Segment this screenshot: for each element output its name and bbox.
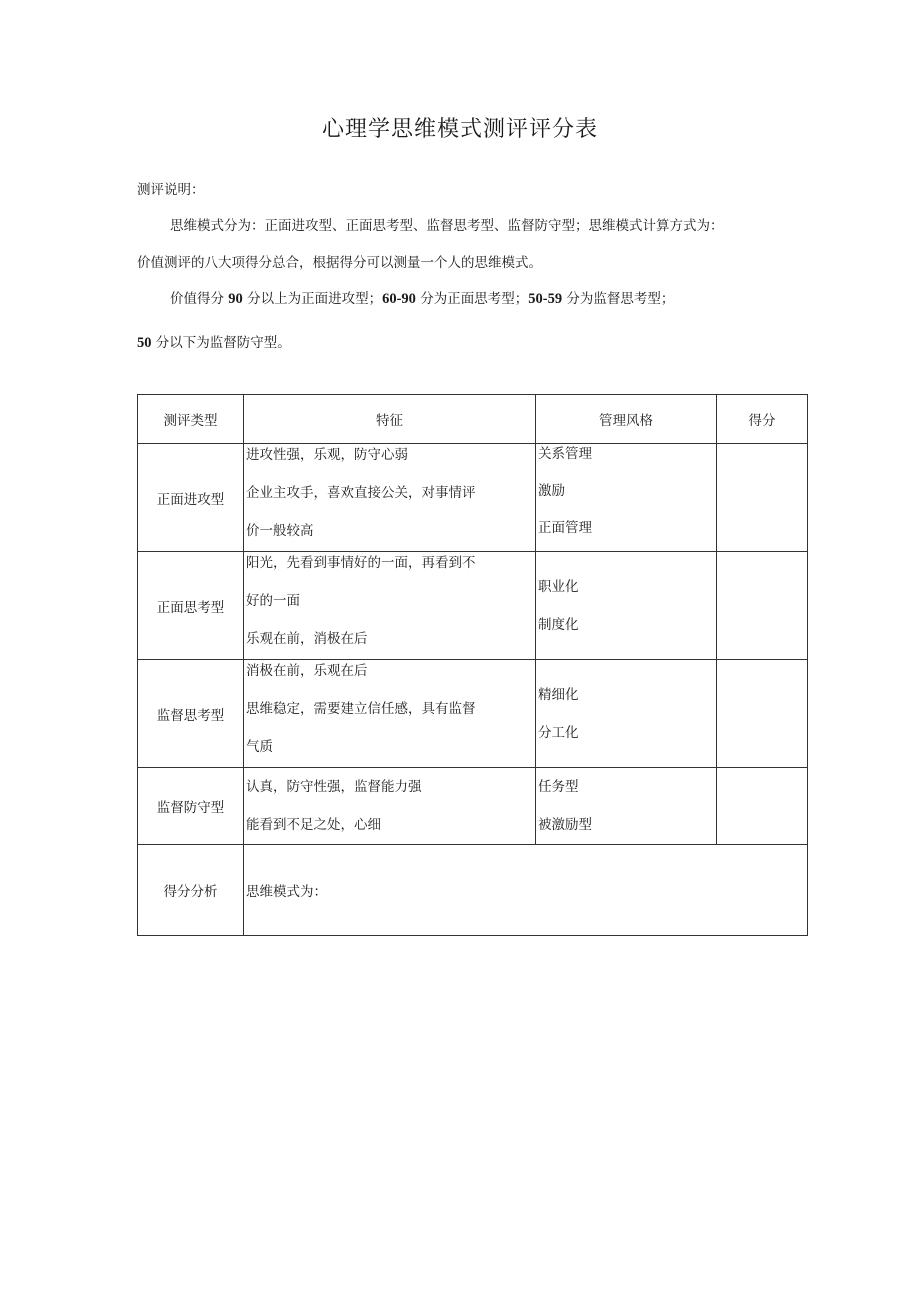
table-row xyxy=(138,444,808,552)
p3-prefix: 价值得分 xyxy=(170,291,224,307)
type-cell: 监督思考型 xyxy=(138,660,244,768)
analysis-label: 得分分析 xyxy=(138,845,244,936)
score-cell[interactable] xyxy=(717,444,808,552)
style-line: 任务型 xyxy=(538,779,579,795)
management-style-cell xyxy=(536,444,717,552)
style-line: 关系管理 xyxy=(538,446,592,462)
header-management-style: 管理风格 xyxy=(536,395,717,444)
style-line: 制度化 xyxy=(538,616,579,633)
feature-line: 能看到不足之处，心细 xyxy=(246,817,381,833)
p3-text-3: 分为监督思考型； xyxy=(566,291,675,307)
score-threshold-3: 50-59 xyxy=(528,291,563,307)
intro-label: 测评说明： xyxy=(137,182,205,198)
features-cell xyxy=(244,552,536,660)
header-type: 测评类型 xyxy=(138,395,244,444)
score-threshold-1: 90 xyxy=(228,291,243,307)
analysis-cell[interactable] xyxy=(244,845,808,936)
analysis-row xyxy=(138,845,808,936)
intro-paragraph-4 xyxy=(137,331,291,352)
management-style-cell xyxy=(536,660,717,768)
features-cell xyxy=(244,660,536,768)
score-cell[interactable] xyxy=(717,660,808,768)
header-features: 特征 xyxy=(244,395,536,444)
feature-line: 乐观在前，消极在后 xyxy=(246,631,368,647)
feature-line: 消极在前，乐观在后 xyxy=(246,663,368,679)
score-cell[interactable] xyxy=(717,552,808,660)
header-score: 得分 xyxy=(717,395,808,444)
score-cell[interactable] xyxy=(717,768,808,845)
page-title: 心理学思维模式测评评分表 xyxy=(321,117,598,142)
feature-line: 价一般较高 xyxy=(246,523,314,539)
feature-line: 企业主攻手，喜欢直接公关，对事情评 xyxy=(246,485,476,501)
p3-text-1: 分以上为正面进攻型； xyxy=(247,291,383,307)
intro-paragraph-3 xyxy=(170,287,674,308)
feature-line: 认真，防守性强，监督能力强 xyxy=(246,779,422,795)
p4-text: 分以下为监督防守型。 xyxy=(155,335,291,351)
score-threshold-2: 60-90 xyxy=(382,291,416,307)
style-line: 分工化 xyxy=(538,724,579,741)
feature-line: 阳光，先看到事情好的一面，再看到不 xyxy=(246,555,476,571)
management-style-cell xyxy=(536,552,717,660)
table-row xyxy=(138,768,808,845)
intro-paragraph-1: 思维模式分为：正面进攻型、正面思考型、监督思考型、监督防守型；思维模式计算方式为： xyxy=(170,218,724,234)
table-row xyxy=(138,552,808,660)
table-row xyxy=(138,660,808,768)
feature-line: 进攻性强，乐观，防守心弱 xyxy=(246,447,408,463)
type-cell: 正面进攻型 xyxy=(138,444,244,552)
management-style-cell xyxy=(536,768,717,845)
style-line: 激励 xyxy=(538,483,565,499)
style-line: 职业化 xyxy=(538,578,579,595)
score-table xyxy=(137,394,808,936)
score-threshold-4: 50 xyxy=(137,335,152,351)
feature-line: 思维稳定，需要建立信任感，具有监督 xyxy=(246,701,476,717)
feature-line: 好的一面 xyxy=(246,593,300,609)
features-cell xyxy=(244,444,536,552)
type-cell: 监督防守型 xyxy=(138,768,244,845)
feature-line: 气质 xyxy=(246,739,273,755)
style-line: 正面管理 xyxy=(538,520,592,536)
type-cell: 正面思考型 xyxy=(138,552,244,660)
features-cell xyxy=(244,768,536,845)
style-line: 精细化 xyxy=(538,686,579,703)
intro-paragraph-2: 价值测评的八大项得分总合，根据得分可以测量一个人的思维模式。 xyxy=(137,255,542,271)
style-line: 被激励型 xyxy=(538,817,592,833)
p3-text-2: 分为正面思考型； xyxy=(420,291,529,307)
analysis-text: 思维模式为： xyxy=(246,884,327,900)
